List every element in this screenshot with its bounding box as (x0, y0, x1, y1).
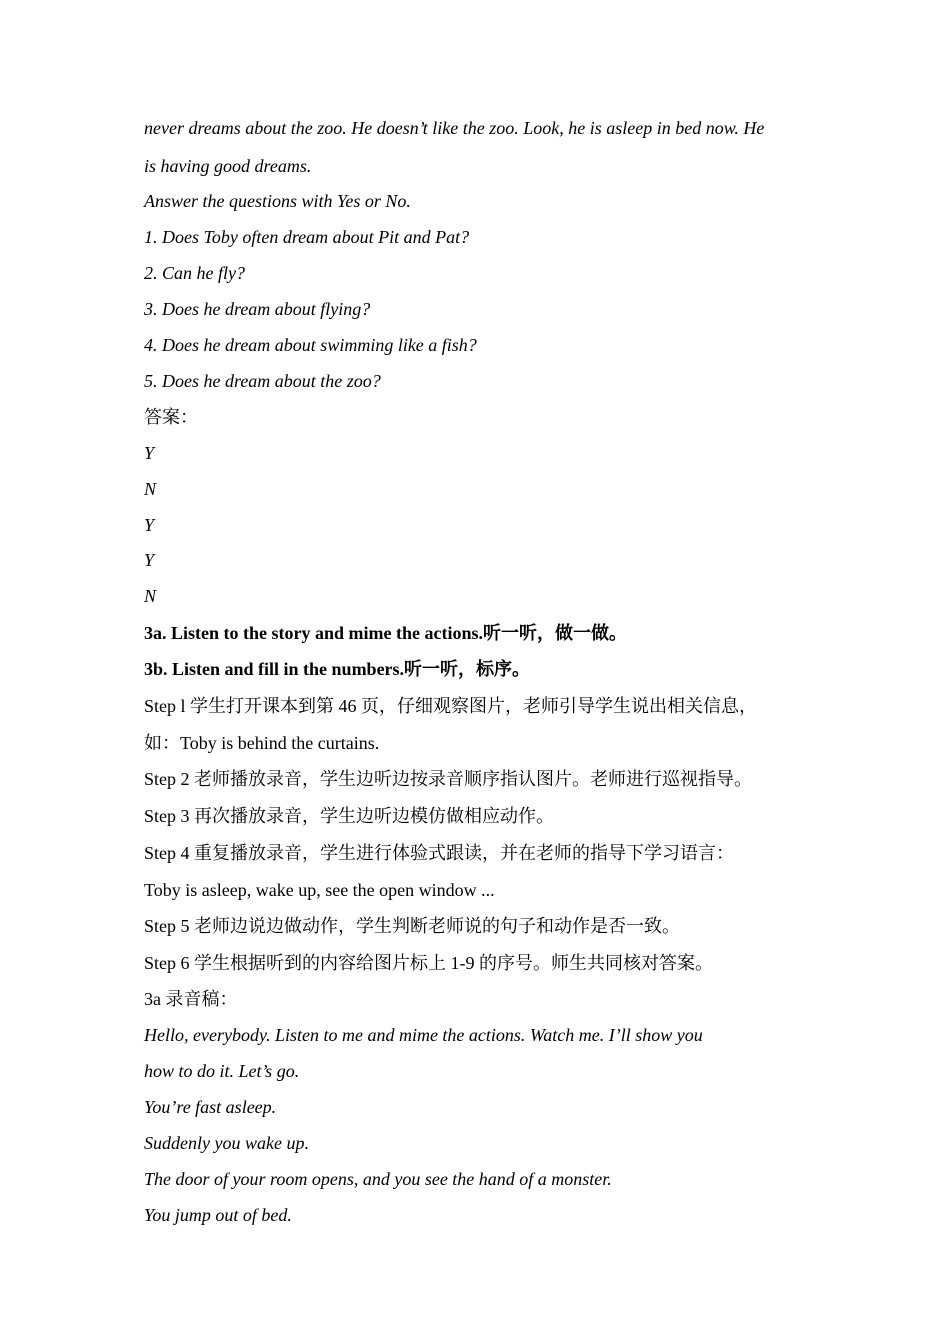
question-item: 4. Does he dream about swimming like a fish? (144, 335, 477, 355)
transcript-line: how to do it. Let’s go. (144, 1061, 300, 1081)
question-item: 5. Does he dream about the zoo? (144, 371, 381, 391)
transcript-line: The door of your room opens, and you see the hand of a monster. (144, 1169, 612, 1189)
answer-item: Y (144, 550, 155, 570)
question-item: 3. Does he dream about flying? (144, 299, 371, 319)
step-item: Step 6 学生根据听到的内容给图片标上 1-9 的序号。师生共同核对答案。 (144, 953, 713, 973)
story-line: never dreams about the zoo. He doesn’t like the zoo. Look, he is asleep in bed now. He (144, 118, 765, 138)
answer-item: Y (144, 515, 155, 535)
answer-item: N (144, 479, 157, 499)
step-item: Step 2 老师播放录音，学生边听边按录音顺序指认图片。老师进行巡视指导。 (144, 769, 752, 789)
instruction-text: Answer the questions with Yes or No. (144, 191, 411, 211)
transcript-label: 3a 录音稿： (144, 989, 238, 1009)
transcript-line: You jump out of bed. (144, 1205, 292, 1225)
step-item: 如：Toby is behind the curtains. (144, 733, 380, 753)
step-item: Toby is asleep, wake up, see the open window ... (144, 880, 495, 900)
answer-item: N (144, 586, 157, 606)
answers-label: 答案： (144, 407, 198, 427)
section-heading-3b: 3b. Listen and fill in the numbers.听一听，标序。 (144, 659, 531, 679)
story-line: is having good dreams. (144, 156, 312, 176)
step-item: Step 5 老师边说边做动作，学生判断老师说的句子和动作是否一致。 (144, 916, 680, 936)
section-heading-3a: 3a. Listen to the story and mime the actions.听一听，做一做。 (144, 623, 627, 643)
question-item: 2. Can he fly? (144, 263, 245, 283)
step-item: Step l 学生打开课本到第 46 页，仔细观察图片，老师引导学生说出相关信息， (144, 696, 757, 716)
question-item: 1. Does Toby often dream about Pit and Pat? (144, 227, 470, 247)
step-item: Step 3 再次播放录音，学生边听边模仿做相应动作。 (144, 806, 554, 826)
transcript-line: Suddenly you wake up. (144, 1133, 309, 1153)
answer-item: Y (144, 443, 155, 463)
transcript-line: Hello, everybody. Listen to me and mime the actions. Watch me. I’ll show you (144, 1025, 703, 1045)
transcript-line: You’re fast asleep. (144, 1097, 277, 1117)
step-item: Step 4 重复播放录音，学生进行体验式跟读，并在老师的指导下学习语言： (144, 843, 734, 863)
